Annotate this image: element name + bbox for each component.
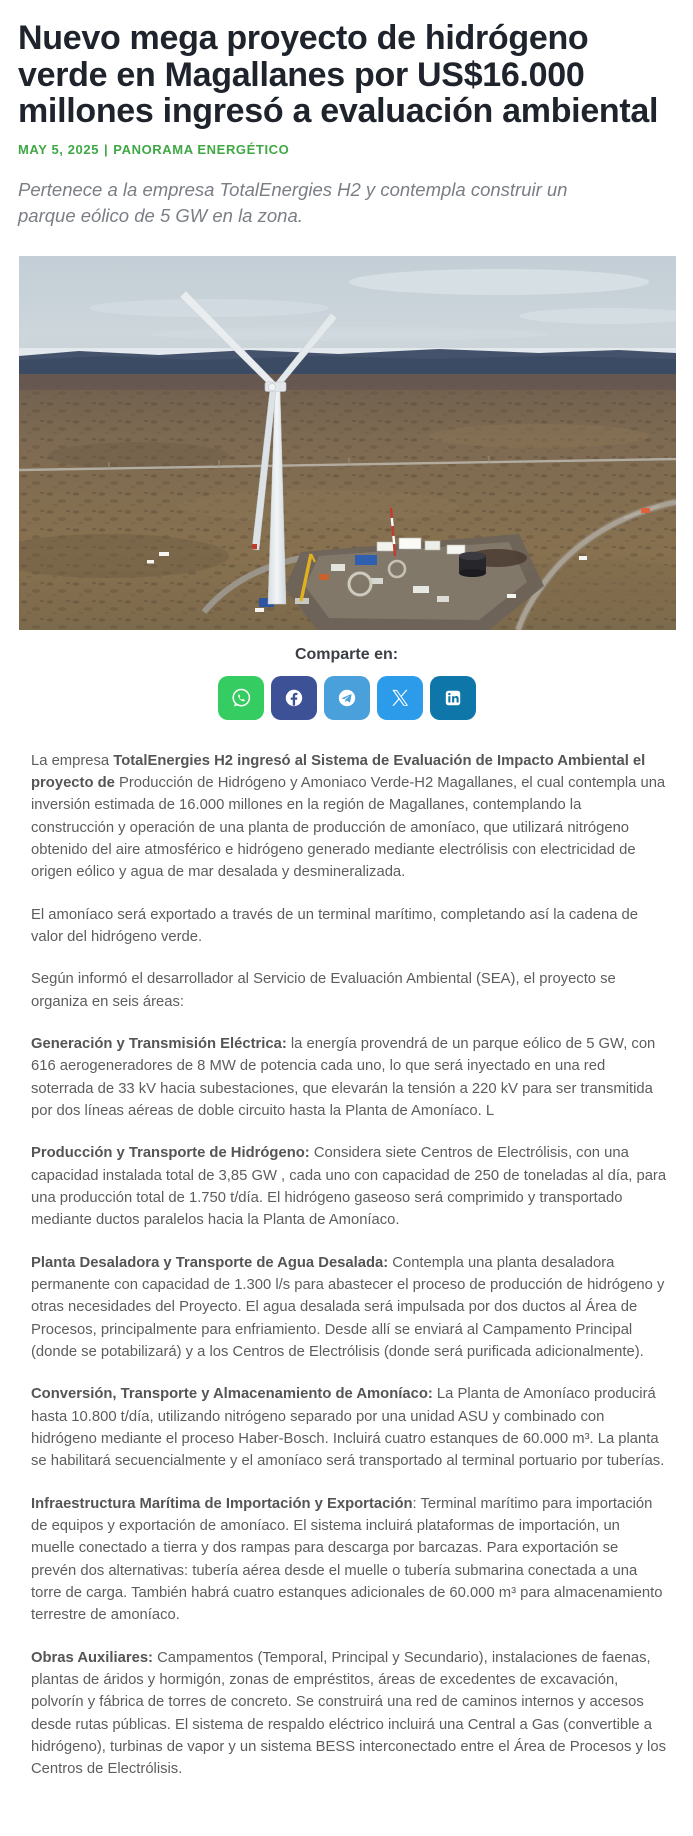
facebook-icon [282,686,306,710]
paragraph: El amoníaco será exportado a través de un terminal marítimo, completando así la cadena de valor del hidrógeno verde. [31,906,639,945]
share-row [18,676,675,720]
linkedin-icon [441,686,465,710]
paragraph: Infraestructura Marítima de Importación y Exportación: Terminal marítimo para importación de equipos y exportación de amoníaco. El sistema incluirá plataformas de importación, un muelle conectado a tierra y dos rampas para descarga por barcazas. Para exportación se prevén dos alternativas: tubería aérea desde el muelle o tubería submarina conectada a una torre de carga. También habrá cuatro estanques adicionales de 60.000 m³ para almacenamiento terrestre de amoníaco. [31,1495,663,1624]
article-meta [18,142,675,157]
share-label: Comparte en: [294,645,399,663]
storage-tank [459,551,486,576]
share-x-button[interactable] [377,676,423,720]
share-whatsapp-button[interactable] [218,676,264,720]
x-icon [389,687,411,709]
article-body [18,750,675,1781]
share-telegram-button[interactable] [324,676,370,720]
article-subtitle: Pertenece a la empresa TotalEnergies H2 y contempla construir un parque eólico de 5 GW en la zona. [18,179,568,227]
paragraph: Planta Desaladora y Transporte de Agua Desalada: Contempla una planta desaladora permanente con capacidad de 1.300 l/s para abastecer el proceso de producción de hidrógeno y otras necesidades del Proyecto. El agua desalada será impulsada por dos ductos al Área de Procesos, principalmente para enfriamiento. Desde allí se enviará al Campamento Principal (donde se potabilizará) y a los Centros de Electrólisis (donde será purificada adicionalmente). [31,1254,665,1360]
meta-separator: | [104,142,109,158]
paragraph: Según informó el desarrollador al Servicio de Evaluación Ambiental (SEA), el proyecto se organiza en seis áreas: [31,971,616,1010]
article-date: MAY 5, 2025 [18,142,100,158]
paragraph: Conversión, Transporte y Almacenamiento de Amoníaco: La Planta de Amoníaco producirá hasta 10.800 t/día, utilizando nitrógeno separado por una unidad ASU y combinado con hidrógeno mediante el proceso Haber-Bosch. Incluirá cuatro estanques de 60.000 m³. La planta se habilitará secuencialmente y el amoníaco será transportado al terminal portuario por tuberías. [31,1386,665,1470]
paragraph: Generación y Transmisión Eléctrica: la energía provendrá de un parque eólico de 5 GW, con 616 aerogeneradores de 8 MW de potencia cada uno, lo que será inyectado en una red soterrada de 33 kV hacia subestaciones, que elevarán la tensión a 220 kV para ser transmitida por dos líneas aéreas de doble circuito hasta la Planta de Amoníaco. L [31,1035,656,1119]
paragraph: Obras Auxiliares: Campamentos (Temporal, Principal y Secundario), instalaciones de faenas, plantas de áridos y hormigón, zonas de empréstitos, áreas de excedentes de excavación, polvorín y fábrica de torres de concreto. Se construirá una red de caminos internos y accesos desde rutas públicas. El sistema de respaldo eléctrico incluirá una Central a Gas (convertible a hidrógeno), turbinas de vapor y un sistema BESS interconectado entre el Área de Procesos y los Centros de Electrólisis. [31,1649,666,1778]
paragraph: La empresa TotalEnergies H2 ingresó al Sistema de Evaluación de Impacto Ambiental el proyecto de Producción de Hidrógeno y Amoniaco Verde-H2 Magallanes, el cual contempla una inversión estimada de 16.000 millones en la región de Magallanes, contemplando la construcción y operación de una planta de producción de amoníaco, que utilizará nitrógeno obtenido del aire atmosférico e hidrógeno generado mediante electrólisis con electricidad de origen eólico y agua de mar desalada y desmineralizada. [31,752,666,881]
share-linkedin-button[interactable] [430,676,476,720]
page-title: Nuevo mega proyecto de hidrógeno verde en Magallanes por US$16.000 millones ingresó a evaluación ambiental [18,19,659,131]
paragraph: Producción y Transporte de Hidrógeno: Considera siete Centros de Electrólisis, con una capacidad instalada total de 3,85 GW , cada uno con capacidad de 250 de toneladas al día, para una producción total de 1.750 t/día. El hidrógeno gaseoso será comprimido y transportado mediante ductos paralelos hacia la Planta de Amoníaco. [31,1145,667,1229]
whatsapp-icon [229,686,253,710]
telegram-icon [335,686,359,710]
share-facebook-button[interactable] [271,676,317,720]
hero-image [19,256,674,630]
article-category[interactable]: PANORAMA ENERGÉTICO [113,142,290,158]
